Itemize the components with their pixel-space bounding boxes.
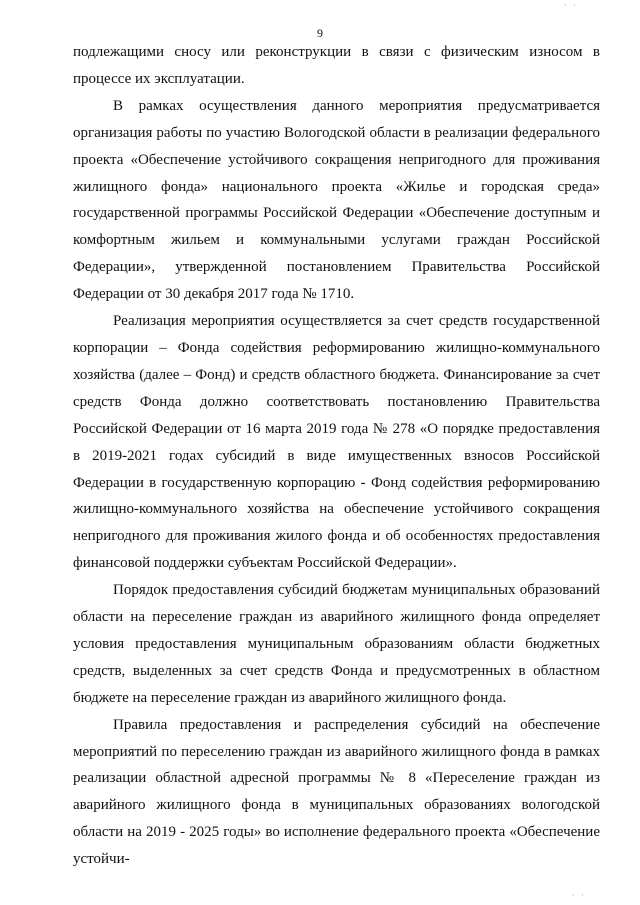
paragraph-financing: Реализация мероприятия осуществляется за счет средств государственной корпорации – Фонда содействия реформированию жилищно-коммунального хозяйства (далее – Фонд) и средств областного бюджета. Финансирование за счет средств Фонда должно соответствовать постановлению Правительства Российской Федерации от 16 марта 2019 года № 278 «О порядке предоставления в 2019-2021 годах субсидий в виде имущественных взносов Российской Федерации в государственную корпорацию - Фонд содействия реформированию жилищно-коммунального хозяйства на обеспечение устойчивого сокращения непригодного для проживания жилого фонда и об особенностях предоставления финансовой поддержки субъектам Российской Федерации». <box>73 313 600 572</box>
paragraph-subsidy-procedure: Порядок предоставления субсидий бюджетам муниципальных образований области на переселение граждан из аварийного жилищного фонда определяет условия предоставления муниципальным образованиям области бюджетных средств, выделенных за счет средств Фонда и предусмотренных в областном бюджете на переселение граждан из аварийного жилищного фонда. <box>73 582 600 706</box>
paragraph-continued: подлежащими сносу или реконструкции в связи с физическим износом в процессе их эксплуатации. <box>73 44 600 87</box>
paragraph-federal-project: В рамках осуществления данного мероприятия предусматривается организация работы по участию Вологодской области в реализации федерального проекта «Обеспечение устойчивого сокращения непригодного для проживания жилищного фонда» национального проекта «Жилье и городская среда» государственной программы Российской Федерации «Обеспечение доступным и комфортным жильем и коммунальными услугами граждан Российской Федерации», утвержденной постановлением Правительства Российской Федерации от 30 декабря 2017 года № 1710. <box>73 97 600 303</box>
paragraph-subsidy-rules: Правила предоставления и распределения субсидий на обеспечение мероприятий по переселению граждан из аварийного жилищного фонда в рамках реализации областной адресной программы № 8 «Переселение граждан из аварийного жилищного фонда в муниципальных образованиях вологодской области на 2019 - 2025 годы» во исполнение федерального проекта «Обеспечение устойчи- <box>73 716 600 868</box>
scan-mark-top: · · <box>563 0 578 10</box>
document-body <box>73 39 600 873</box>
page-number: 9 <box>317 26 323 40</box>
scan-mark-bottom: · · <box>571 890 586 900</box>
